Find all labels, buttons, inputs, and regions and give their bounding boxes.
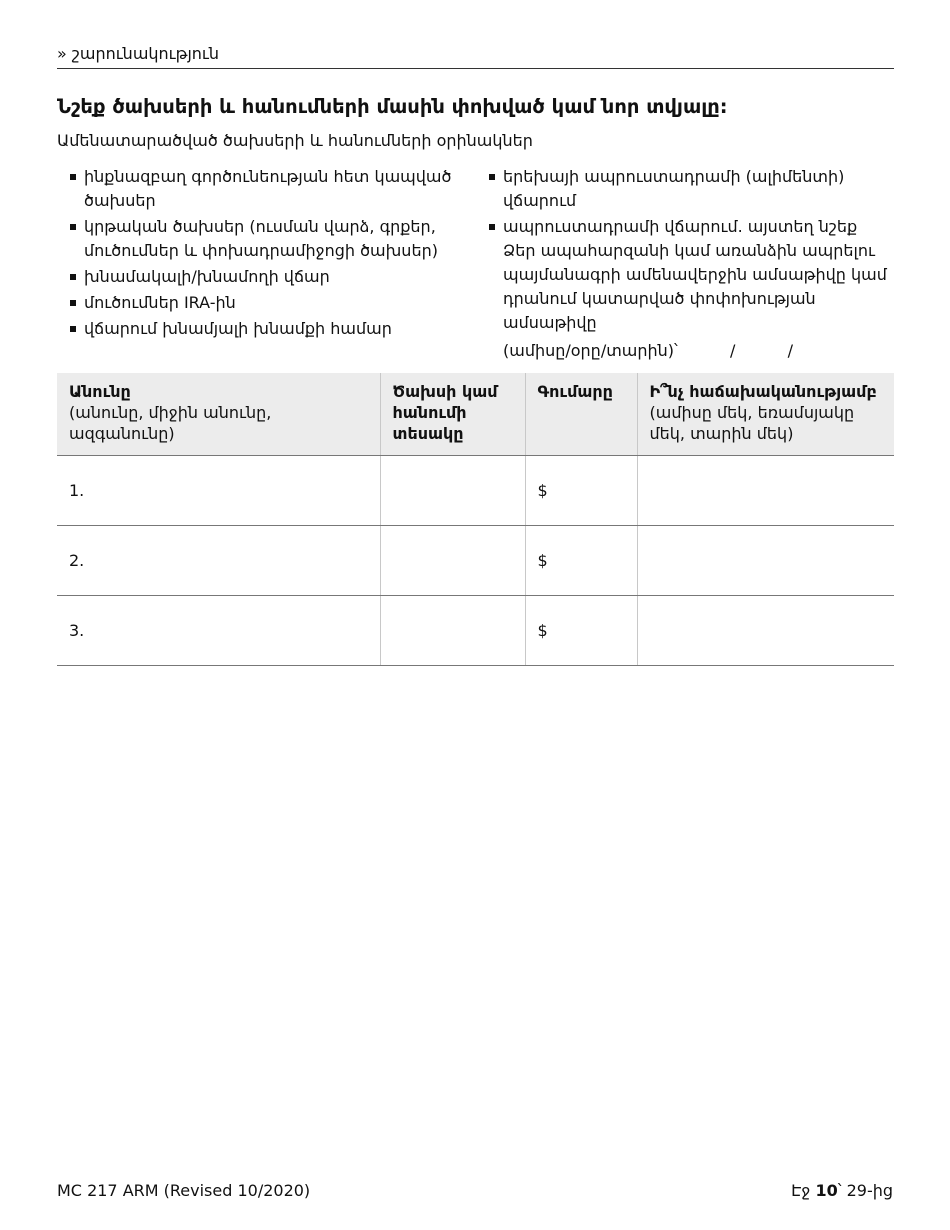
column-note: (անունը, միջին անունը, ազգանունը) [69, 403, 272, 443]
example-item: երեխայի ապրուստադրամի (ալիմենտի) վճարում [489, 165, 889, 213]
expenses-table [57, 373, 894, 666]
amount-cell[interactable] [525, 595, 637, 665]
name-cell[interactable] [57, 595, 380, 665]
example-item-alimony [489, 215, 889, 363]
amount-cell[interactable] [525, 455, 637, 525]
date-label: (ամիսը/օրը/տարին)՝ [503, 341, 678, 360]
name-cell[interactable] [57, 525, 380, 595]
column-header-type [380, 373, 525, 455]
currency-sign: $ [537, 480, 548, 500]
type-cell[interactable] [380, 595, 525, 665]
page-prefix: Էջ [791, 1181, 811, 1200]
column-note: (ամիսը մեկ, եռամսյակը մեկ, տարին մեկ) [649, 403, 855, 443]
date-separator: / [730, 341, 736, 360]
page-number: 10 [815, 1181, 838, 1200]
column-title: Անունը [69, 382, 131, 401]
table-header-row [57, 373, 894, 455]
date-separator: / [787, 341, 793, 360]
currency-sign: $ [537, 550, 548, 570]
section-heading: Նշեք ծախսերի և հանումների մասին փոխված կամ նոր տվյալը: [57, 95, 728, 118]
table-row [57, 455, 894, 525]
example-item: խնամակալի/խնամողի վճար [70, 265, 465, 289]
type-cell[interactable] [380, 525, 525, 595]
alimony-text: ապրուստադրամի վճարում. այստեղ նշեք Ձեր ապահարզանի կամ առանձին ապրելու պայմանագրի ամենավերջին ամսաթիվը կամ դրանում կատարված փոփոխության ամսաթիվը [503, 217, 887, 332]
row-number: 2. [69, 550, 85, 570]
column-title: Գումարը [537, 382, 613, 401]
example-item: կրթական ծախսեր (ուսման վարձ, գրքեր, մուծումներ և փոխադրամիջոցի ծախսեր) [70, 215, 465, 263]
frequency-cell[interactable] [637, 525, 894, 595]
header-divider [57, 68, 894, 69]
example-item: ինքնազբաղ գործունեության հետ կապված ծախսեր [70, 165, 465, 213]
table-row [57, 525, 894, 595]
frequency-cell[interactable] [637, 595, 894, 665]
row-number: 1. [69, 480, 85, 500]
examples-list-right [489, 165, 889, 365]
table-row [57, 595, 894, 665]
examples-list-left [70, 165, 465, 343]
alimony-date-field[interactable] [503, 339, 840, 363]
page-indicator [791, 1180, 893, 1202]
page-suffix: ՝ 29-ից [837, 1181, 893, 1200]
example-item: վճարում խնամյալի խնամքի համար [70, 317, 465, 341]
currency-sign: $ [537, 620, 548, 640]
row-number: 3. [69, 620, 85, 640]
column-header-name [57, 373, 380, 455]
column-header-amount [525, 373, 637, 455]
column-title: Ի՞նչ հաճախականությամբ [649, 382, 877, 401]
section-subheading: Ամենատարածված ծախսերի և հանումների օրինակներ [57, 131, 533, 150]
column-header-frequency [637, 373, 894, 455]
amount-cell[interactable] [525, 525, 637, 595]
name-cell[interactable] [57, 455, 380, 525]
type-cell[interactable] [380, 455, 525, 525]
frequency-cell[interactable] [637, 455, 894, 525]
example-item: մուծումներ IRA-ին [70, 291, 465, 315]
form-id: MC 217 ARM (Revised 10/2020) [57, 1181, 311, 1200]
column-title: Ծախսի կամ հանումի տեսակը [392, 382, 498, 443]
continuation-label: » շարունակություն [57, 44, 220, 63]
